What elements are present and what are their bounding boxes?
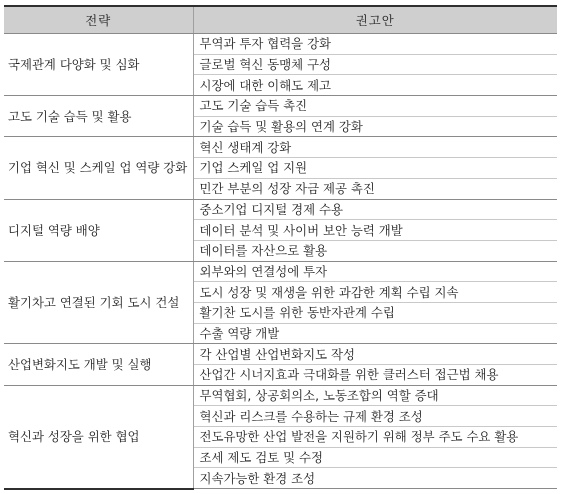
recommendation-cell: 기업 스케일 업 지원	[193, 158, 557, 179]
strategy-recommendation-table	[4, 5, 557, 490]
strategy-cell: 산업변화지도 개발 및 실행	[4, 344, 193, 385]
recommendation-cell: 민간 부분의 성장 자금 제공 촉진	[193, 178, 557, 199]
strategy-table-container	[4, 5, 557, 490]
table-row	[4, 34, 557, 55]
recommendation-cell: 지속가능한 환경 조성	[193, 468, 557, 489]
recommendation-cell: 고도 기술 습득 촉진	[193, 96, 557, 117]
recommendation-cell: 각 산업별 산업변화지도 작성	[193, 344, 557, 365]
recommendation-cell: 무역협회, 상공회의소, 노동조합의 역할 증대	[193, 385, 557, 406]
recommendation-cell: 혁신과 리스크를 수용하는 규제 환경 조성	[193, 406, 557, 427]
recommendation-cell: 수출 역량 개발	[193, 323, 557, 344]
table-row	[4, 96, 557, 117]
recommendation-cell: 중소기업 디지털 경제 수용	[193, 199, 557, 220]
table-row	[4, 344, 557, 365]
strategy-cell: 디지털 역량 배양	[4, 199, 193, 261]
strategy-cell: 고도 기술 습득 및 활용	[4, 96, 193, 137]
strategy-cell: 혁신과 성장을 위한 협업	[4, 385, 193, 488]
strategy-cell: 활기차고 연결된 기회 도시 건설	[4, 261, 193, 344]
table-row	[4, 199, 557, 220]
header-recommendation: 권고안	[193, 6, 557, 34]
table-row	[4, 385, 557, 406]
recommendation-cell: 글로벌 혁신 동맹체 구성	[193, 54, 557, 75]
recommendation-cell: 외부와의 연결성에 투자	[193, 261, 557, 282]
table-row	[4, 261, 557, 282]
recommendation-cell: 조세 제도 검토 및 수정	[193, 447, 557, 468]
strategy-cell: 기업 혁신 및 스케일 업 역량 강화	[4, 137, 193, 199]
recommendation-cell: 혁신 생태계 강화	[193, 137, 557, 158]
table-body	[4, 34, 557, 489]
recommendation-cell: 기술 습득 및 활용의 연계 강화	[193, 116, 557, 137]
recommendation-cell: 활기찬 도시를 위한 동반자관계 수립	[193, 302, 557, 323]
header-strategy: 전략	[4, 6, 193, 34]
recommendation-cell: 데이터를 자산으로 활용	[193, 240, 557, 261]
table-header-row	[4, 6, 557, 34]
recommendation-cell: 도시 성장 및 재생을 위한 과감한 계획 수립 지속	[193, 282, 557, 303]
recommendation-cell: 데이터 분석 및 사이버 보안 능력 개발	[193, 220, 557, 241]
recommendation-cell: 무역과 투자 협력을 강화	[193, 34, 557, 55]
recommendation-cell: 시장에 대한 이해도 제고	[193, 75, 557, 96]
table-row	[4, 137, 557, 158]
recommendation-cell: 전도유망한 산업 발전을 지원하기 위해 정부 주도 수요 활용	[193, 427, 557, 448]
recommendation-cell: 산업간 시너지효과 극대화를 위한 클러스터 접근법 채용	[193, 365, 557, 386]
strategy-cell: 국제관계 다양화 및 심화	[4, 34, 193, 96]
